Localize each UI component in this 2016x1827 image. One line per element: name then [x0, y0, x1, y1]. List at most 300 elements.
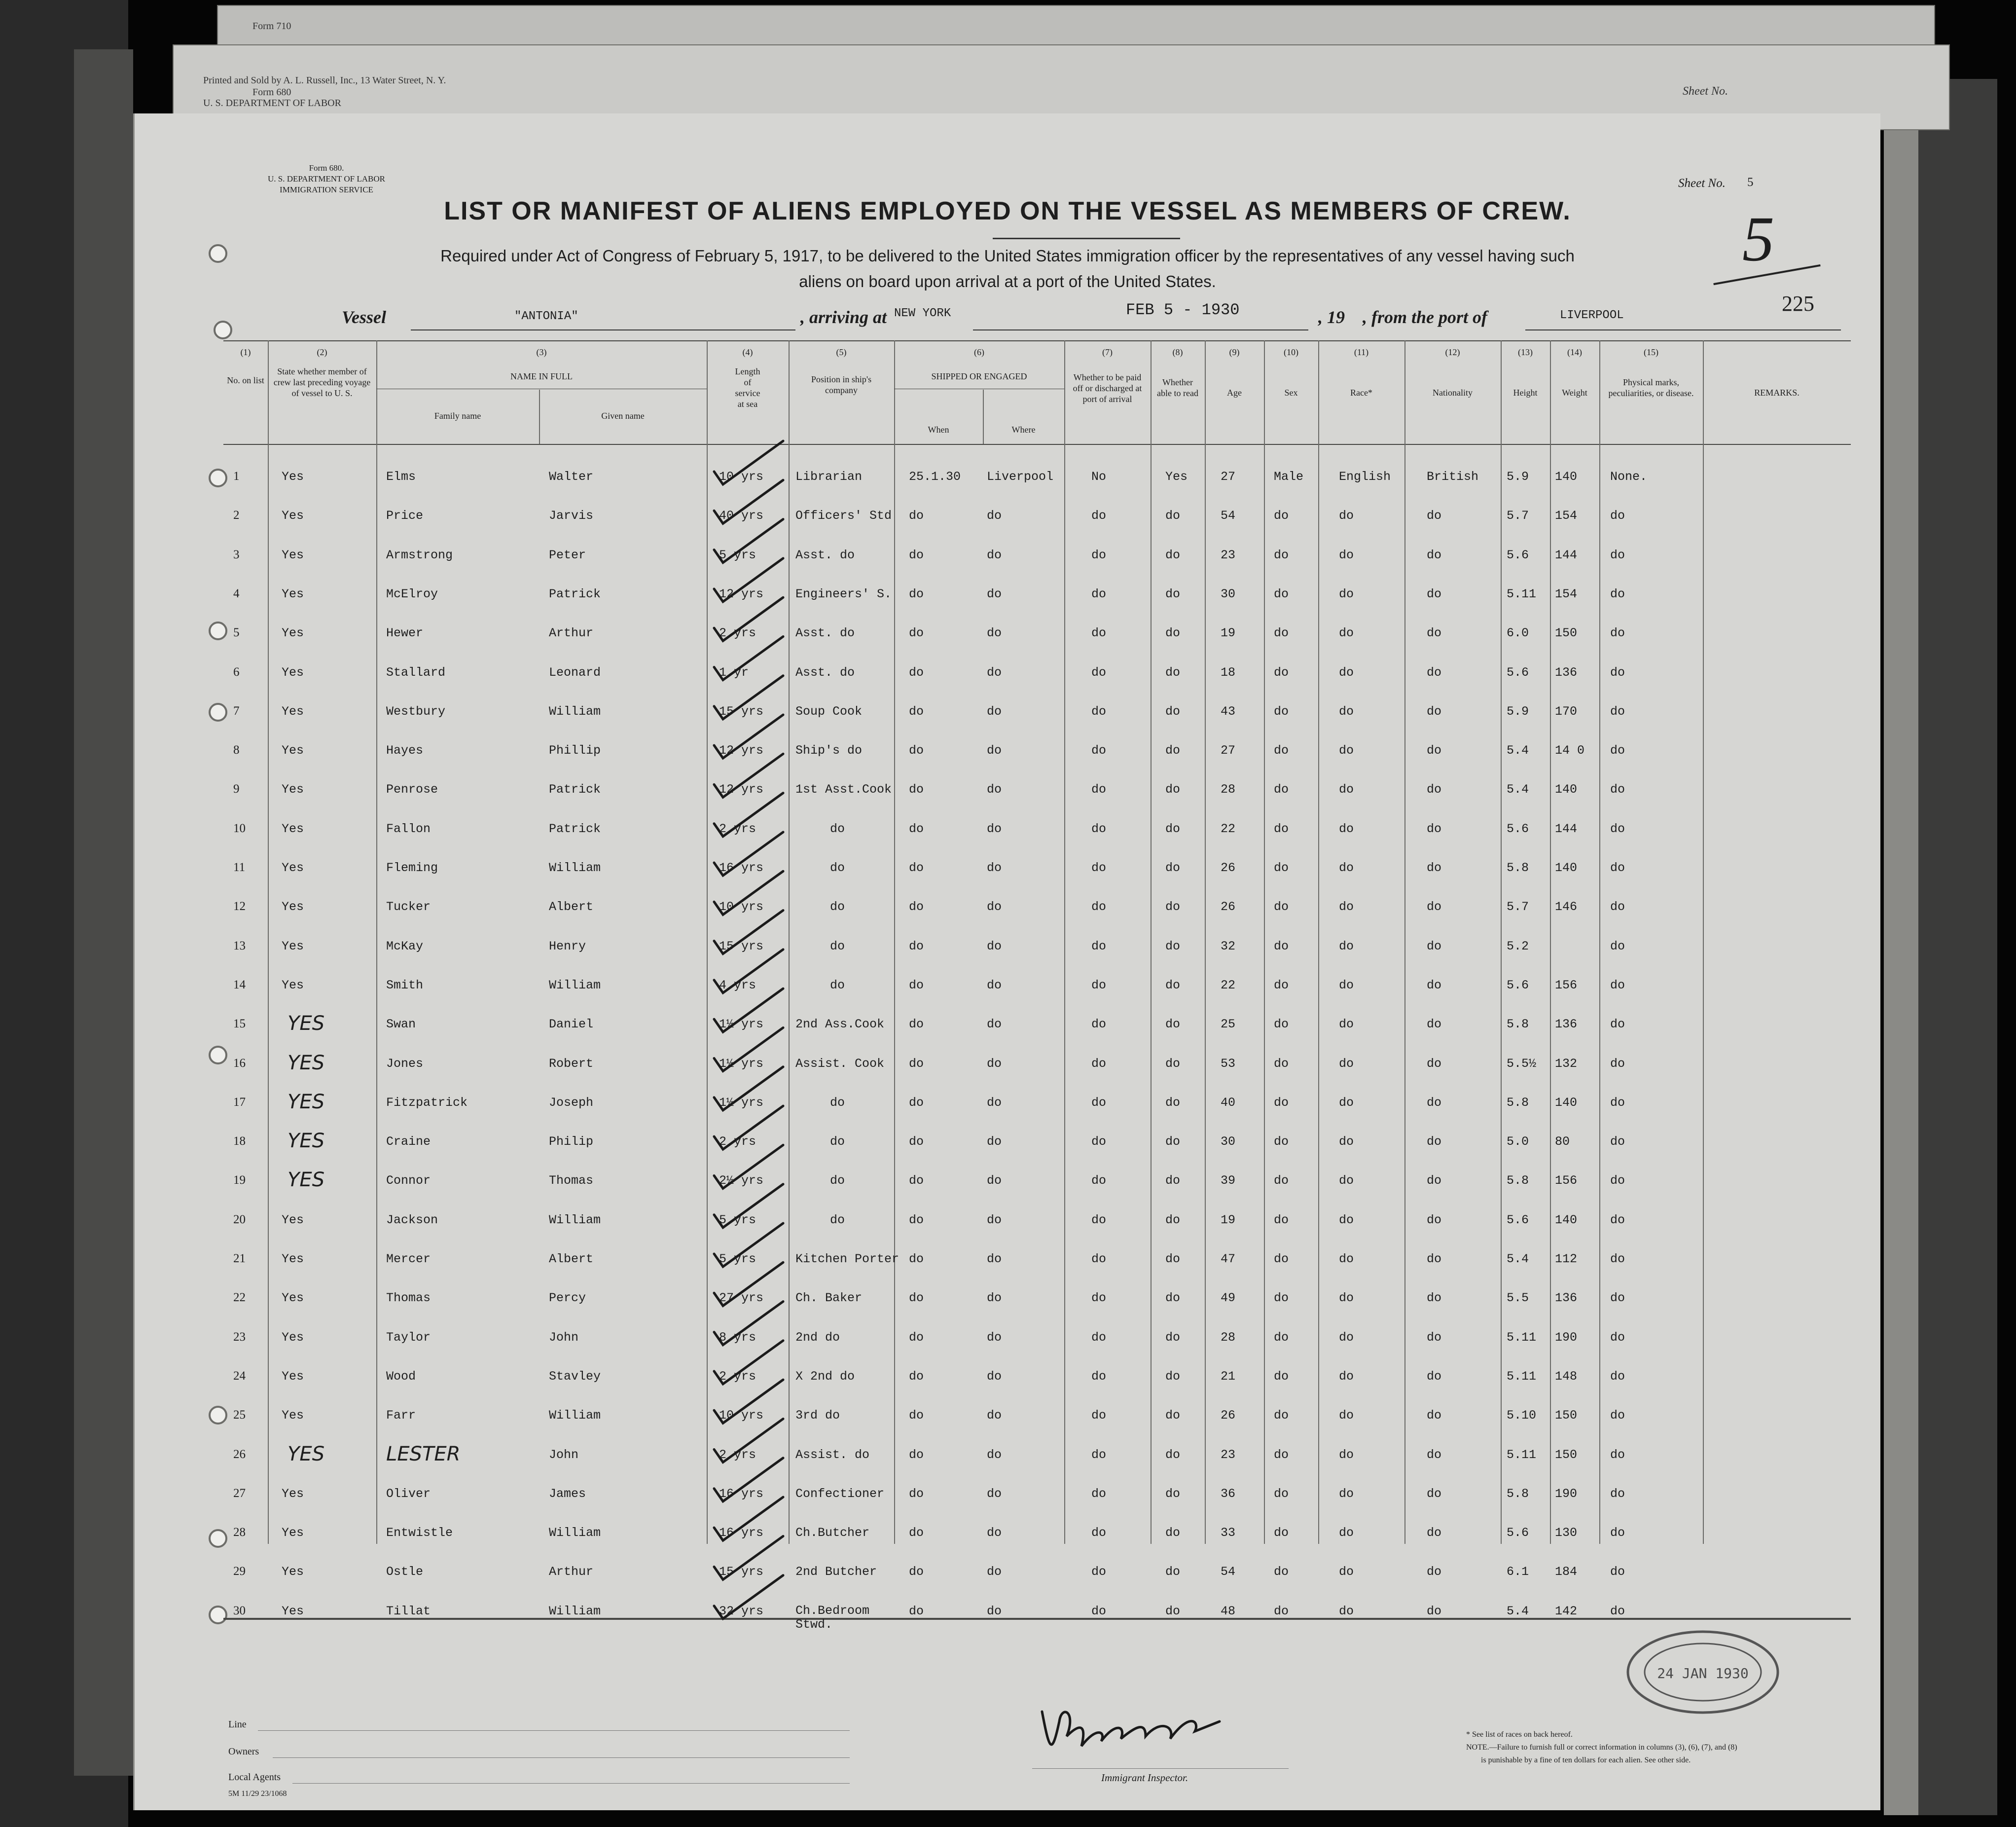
inspector-rule — [1032, 1768, 1289, 1769]
cell-age: 26 — [1221, 900, 1236, 914]
cell-sex: do — [1274, 1526, 1289, 1540]
cell-prev: Yes — [282, 1408, 304, 1423]
row-number: 2 — [233, 509, 240, 522]
cell-height: 5.6 — [1507, 1526, 1529, 1540]
cell-family: Fitzpatrick — [386, 1095, 468, 1110]
cell-given: Joseph — [549, 1095, 594, 1110]
cell-age: 39 — [1221, 1173, 1236, 1188]
cell-paid: do — [1091, 939, 1107, 953]
cell-race: do — [1339, 861, 1354, 875]
cell-phys: do — [1610, 1095, 1625, 1110]
cell-height: 5.6 — [1507, 1212, 1529, 1227]
cell-where: do — [987, 1291, 1002, 1306]
cell-age: 54 — [1221, 1565, 1236, 1579]
cell-prev: YES — [288, 1169, 325, 1192]
cell-height: 6.0 — [1507, 626, 1529, 641]
cell-nat: do — [1427, 1604, 1442, 1618]
tick-mark — [714, 911, 783, 954]
cell-read: do — [1165, 1212, 1181, 1227]
tick-mark — [714, 1497, 783, 1540]
tick-mark — [714, 1536, 783, 1579]
cell-position: Ship's do — [795, 743, 863, 758]
cell-sex: do — [1274, 978, 1289, 992]
cell-where: do — [987, 1447, 1002, 1462]
cell-race: do — [1339, 1486, 1354, 1501]
cell-age: 49 — [1221, 1291, 1236, 1306]
cell-prev: Yes — [282, 1565, 304, 1579]
cell-height: 5.4 — [1507, 1604, 1529, 1618]
cell-sex: do — [1274, 1604, 1289, 1618]
cell-weight: 154 — [1555, 509, 1578, 523]
cell-read: do — [1165, 743, 1181, 758]
cell-age: 30 — [1221, 586, 1236, 601]
cell-service: 12 yrs — [719, 586, 764, 601]
cell-service: 5 yrs — [719, 548, 756, 562]
cell-paid: do — [1091, 782, 1107, 797]
cell-weight: 112 — [1555, 1252, 1578, 1266]
cell-prev: Yes — [282, 665, 304, 680]
cell-weight: 136 — [1555, 1017, 1578, 1032]
cell-paid: do — [1091, 548, 1107, 562]
cell-weight: 146 — [1555, 900, 1578, 914]
cell-where: do — [987, 782, 1002, 797]
cell-when: do — [909, 939, 924, 953]
cell-when: do — [909, 821, 924, 836]
cell-sex: do — [1274, 939, 1289, 953]
cell-family: Connor — [386, 1173, 431, 1188]
cell-nat: do — [1427, 1486, 1442, 1501]
colnum-12: (12) — [1445, 347, 1460, 357]
head-remarks: REMARKS. — [1754, 388, 1800, 398]
cell-where: do — [987, 939, 1002, 953]
tick-mark — [714, 1419, 783, 1462]
head-prev-voyage: State whether member of crew last preceding voyage of vessel to U. S. — [273, 366, 371, 398]
colnum-8: (8) — [1172, 347, 1183, 357]
cell-service: 16 yrs — [719, 861, 764, 875]
tick-mark — [714, 754, 783, 797]
cell-prev: Yes — [282, 1604, 304, 1618]
footer-line-rule — [258, 1730, 850, 1731]
cell-when: do — [909, 1252, 924, 1266]
cell-nat: do — [1427, 1017, 1442, 1032]
cell-position: do — [830, 821, 845, 836]
cell-read: do — [1165, 1330, 1181, 1345]
cell-nat: do — [1427, 665, 1442, 680]
row-number: 10 — [233, 821, 246, 835]
head-given-name: Given name — [601, 411, 645, 421]
sheet-number: 5 — [1747, 176, 1754, 189]
cell-where: do — [987, 1486, 1002, 1501]
cell-prev: Yes — [282, 978, 304, 992]
cell-height: 5.11 — [1507, 1447, 1537, 1462]
cell-prev: YES — [288, 1051, 325, 1074]
head-physical-marks: Physical marks, peculiarities, or disease. — [1608, 377, 1694, 398]
cell-family: Wood — [386, 1369, 416, 1384]
cell-prev: YES — [288, 1130, 325, 1153]
cell-when: do — [909, 743, 924, 758]
cell-given: Patrick — [549, 782, 601, 797]
tick-mark — [714, 1028, 783, 1071]
cell-read: do — [1165, 509, 1181, 523]
cell-where: do — [987, 1408, 1002, 1423]
cell-nat: do — [1427, 1408, 1442, 1423]
cell-paid: do — [1091, 821, 1107, 836]
cell-nat: do — [1427, 704, 1442, 719]
cell-prev: Yes — [282, 509, 304, 523]
cell-prev: Yes — [282, 782, 304, 797]
cell-height: 5.6 — [1507, 978, 1529, 992]
row-number: 7 — [233, 704, 240, 718]
tick-mark — [714, 597, 783, 641]
year-label: , 19 — [1318, 307, 1345, 327]
cell-nat: do — [1427, 1526, 1442, 1540]
cell-read: do — [1165, 1252, 1181, 1266]
cell-age: 25 — [1221, 1017, 1236, 1032]
cell-where: do — [987, 1173, 1002, 1188]
cell-prev: Yes — [282, 900, 304, 914]
cell-when: do — [909, 1056, 924, 1071]
cell-phys: do — [1610, 1134, 1625, 1149]
cell-where: do — [987, 978, 1002, 992]
cell-nat: do — [1427, 548, 1442, 562]
cell-age: 22 — [1221, 978, 1236, 992]
cell-when: do — [909, 626, 924, 641]
cell-read: do — [1165, 1095, 1181, 1110]
cell-when: do — [909, 1447, 924, 1462]
back-form-710: Form 710 — [252, 21, 291, 32]
cell-weight: 14 0 — [1555, 743, 1585, 758]
cell-age: 23 — [1221, 548, 1236, 562]
cell-race: do — [1339, 626, 1354, 641]
tick-mark — [714, 480, 783, 523]
cell-read: do — [1165, 1526, 1181, 1540]
cell-weight: 144 — [1555, 548, 1578, 562]
cell-when: do — [909, 1173, 924, 1188]
cell-paid: do — [1091, 1291, 1107, 1306]
cell-position: Assist. do — [795, 1447, 870, 1462]
cell-paid: do — [1091, 1134, 1107, 1149]
cell-when: do — [909, 1565, 924, 1579]
cell-service: 2 yrs — [719, 1447, 756, 1462]
colnum-15: (15) — [1644, 347, 1658, 357]
cell-height: 5.6 — [1507, 548, 1529, 562]
cell-nat: do — [1427, 1173, 1442, 1188]
vessel-fill-rule — [411, 329, 795, 330]
cell-weight: 140 — [1555, 782, 1578, 797]
cell-when: do — [909, 665, 924, 680]
cell-position: 2nd do — [795, 1330, 840, 1345]
form-number: Form 680. — [309, 163, 344, 173]
cell-when: do — [909, 548, 924, 562]
cell-read: do — [1165, 548, 1181, 562]
colnum-13: (13) — [1518, 347, 1533, 357]
cell-service: 16 yrs — [719, 1526, 764, 1540]
cell-age: 48 — [1221, 1604, 1236, 1618]
tick-mark — [714, 1184, 783, 1228]
cell-read: do — [1165, 861, 1181, 875]
cell-position: Librarian — [795, 470, 863, 484]
cell-weight: 150 — [1555, 1447, 1578, 1462]
mercantile-marine-stamp — [1624, 1628, 1782, 1717]
cell-nat: do — [1427, 1134, 1442, 1149]
cell-weight: 156 — [1555, 1173, 1578, 1188]
row-number: 15 — [233, 1017, 246, 1031]
tick-mark — [714, 1575, 783, 1619]
cell-age: 28 — [1221, 1330, 1236, 1345]
head-weight: Weight — [1562, 388, 1587, 398]
cell-given: Albert — [549, 900, 594, 914]
cell-race: do — [1339, 1408, 1354, 1423]
cell-phys: do — [1610, 1486, 1625, 1501]
cell-position: do — [830, 1134, 845, 1149]
colnum-4: (4) — [742, 347, 753, 357]
cell-race: do — [1339, 1291, 1354, 1306]
row-number: 21 — [233, 1252, 246, 1265]
footer-line-label: Line — [228, 1719, 247, 1730]
cell-paid: do — [1091, 1330, 1107, 1345]
cell-family: McElroy — [386, 586, 438, 601]
cell-when: do — [909, 1212, 924, 1227]
cell-position: Officers' Std — [795, 509, 892, 523]
cell-service: 16 yrs — [719, 1486, 764, 1501]
cell-prev: Yes — [282, 548, 304, 562]
cell-paid: do — [1091, 1447, 1107, 1462]
cell-family: LESTER — [386, 1442, 461, 1465]
cell-nat: do — [1427, 626, 1442, 641]
cell-when: do — [909, 1604, 924, 1618]
cell-given: Stavley — [549, 1369, 601, 1384]
cell-when: do — [909, 1017, 924, 1032]
cell-race: do — [1339, 548, 1354, 562]
cell-given: William — [549, 1408, 601, 1423]
title-rule — [993, 238, 1180, 239]
cell-prev: Yes — [282, 821, 304, 836]
row-number: 25 — [233, 1408, 246, 1422]
cell-when: do — [909, 704, 924, 719]
head-when: When — [928, 425, 949, 435]
cell-height: 5.0 — [1507, 1134, 1529, 1149]
from-port-fill-rule — [1525, 329, 1841, 330]
tick-mark — [714, 441, 783, 484]
cell-when: do — [909, 586, 924, 601]
cell-paid: do — [1091, 1408, 1107, 1423]
cell-phys: do — [1610, 1056, 1625, 1071]
row-number: 27 — [233, 1486, 246, 1500]
cell-when: do — [909, 1095, 924, 1110]
tick-mark — [714, 676, 783, 719]
cell-service: 5 yrs — [719, 1212, 756, 1227]
cell-race: do — [1339, 1095, 1354, 1110]
cell-given: Henry — [549, 939, 586, 953]
cell-height: 5.5 — [1507, 1291, 1529, 1306]
cell-height: 5.5½ — [1507, 1056, 1537, 1071]
cell-family: Armstrong — [386, 548, 453, 562]
races-note: * See list of races on back hereof. — [1466, 1730, 1573, 1739]
vessel-name: "ANTONIA" — [514, 310, 578, 323]
cell-read: do — [1165, 1134, 1181, 1149]
cell-given: William — [549, 1526, 601, 1540]
cell-family: Jackson — [386, 1212, 438, 1227]
tick-mark — [714, 1145, 783, 1188]
row-number: 29 — [233, 1565, 246, 1578]
cell-when: do — [909, 1134, 924, 1149]
cell-weight: 140 — [1555, 470, 1578, 484]
cell-position: X 2nd do — [795, 1369, 855, 1384]
cell-prev: Yes — [282, 626, 304, 641]
cell-service: 32 yrs — [719, 1604, 764, 1618]
cell-phys: do — [1610, 1447, 1625, 1462]
cell-position: 1st Asst.Cook — [795, 782, 892, 797]
cell-nat: do — [1427, 1369, 1442, 1384]
tick-mark — [714, 988, 783, 1032]
cell-sex: do — [1274, 782, 1289, 797]
cell-read: do — [1165, 1447, 1181, 1462]
cell-weight: 142 — [1555, 1604, 1578, 1618]
cell-position: Soup Cook — [795, 704, 863, 719]
cell-position: Assist. Cook — [795, 1056, 885, 1071]
cell-race: do — [1339, 782, 1354, 797]
cell-race: do — [1339, 1330, 1354, 1345]
cell-read: do — [1165, 1486, 1181, 1501]
cell-phys: do — [1610, 1369, 1625, 1384]
cell-prev: Yes — [282, 1369, 304, 1384]
cell-phys: do — [1610, 1212, 1625, 1227]
cell-paid: do — [1091, 900, 1107, 914]
cell-paid: do — [1091, 1252, 1107, 1266]
cell-race: do — [1339, 704, 1354, 719]
cell-nat: do — [1427, 939, 1442, 953]
cell-phys: do — [1610, 782, 1625, 797]
row-number: 30 — [233, 1604, 246, 1617]
cell-where: do — [987, 900, 1002, 914]
cell-given: James — [549, 1486, 586, 1501]
cell-position: Ch.Butcher — [795, 1526, 870, 1540]
footer-owners-label: Owners — [228, 1746, 259, 1757]
cell-phys: do — [1610, 821, 1625, 836]
head-name-in-full: NAME IN FULL — [510, 371, 573, 381]
cell-given: William — [549, 861, 601, 875]
cell-age: 53 — [1221, 1056, 1236, 1071]
cell-nat: do — [1427, 1565, 1442, 1579]
cell-nat: do — [1427, 1252, 1442, 1266]
footer-agents-rule — [292, 1783, 850, 1784]
cell-read: do — [1165, 900, 1181, 914]
inspector-signature — [1032, 1692, 1249, 1766]
cell-family: Craine — [386, 1134, 431, 1149]
cell-height: 5.8 — [1507, 1017, 1529, 1032]
cell-paid: do — [1091, 626, 1107, 641]
tick-mark — [714, 1380, 783, 1423]
cell-sex: do — [1274, 509, 1289, 523]
row-number: 16 — [233, 1056, 246, 1070]
cell-when: 25.1.30 — [909, 470, 961, 484]
cell-given: Peter — [549, 548, 586, 562]
right-page-shadow — [1913, 79, 1997, 1815]
cell-paid: do — [1091, 1486, 1107, 1501]
colnum-11: (11) — [1354, 347, 1369, 357]
cell-weight: 150 — [1555, 626, 1578, 641]
cell-where: do — [987, 743, 1002, 758]
cell-position: do — [830, 900, 845, 914]
cell-where: do — [987, 1252, 1002, 1266]
cell-weight: 184 — [1555, 1565, 1578, 1579]
row-number: 12 — [233, 900, 246, 914]
cell-weight: 154 — [1555, 586, 1578, 601]
cell-given: Phillip — [549, 743, 601, 758]
cell-height: 5.9 — [1507, 470, 1529, 484]
subtitle-line-2: aliens on board upon arrival at a port of the United States. — [799, 272, 1216, 291]
tick-mark — [714, 1262, 783, 1306]
vessel-label: Vessel — [342, 307, 386, 327]
head-height: Height — [1513, 388, 1538, 398]
cell-family: Jones — [386, 1056, 424, 1071]
cell-where: do — [987, 1212, 1002, 1227]
tick-mark — [714, 715, 783, 758]
head-length-service: Length of service at sea — [735, 366, 760, 409]
cell-race: do — [1339, 1369, 1354, 1384]
cell-sex: do — [1274, 861, 1289, 875]
tick-mark — [714, 1341, 783, 1384]
cell-read: do — [1165, 1291, 1181, 1306]
row-number: 22 — [233, 1291, 246, 1305]
arriving-port: NEW YORK — [894, 307, 951, 320]
row-number: 6 — [233, 665, 240, 679]
cell-where: do — [987, 1565, 1002, 1579]
cell-sex: do — [1274, 743, 1289, 758]
cell-phys: do — [1610, 939, 1625, 953]
cell-family: Fallon — [386, 821, 431, 836]
cell-sex: do — [1274, 704, 1289, 719]
cell-race: do — [1339, 939, 1354, 953]
row-number: 1 — [233, 470, 240, 483]
cell-read: do — [1165, 665, 1181, 680]
form-service: IMMIGRATION SERVICE — [280, 185, 373, 194]
cell-family: Westbury — [386, 704, 446, 719]
cell-service: 1½ yrs — [719, 1095, 764, 1110]
cell-height: 5.9 — [1507, 704, 1529, 719]
cell-given: Philip — [549, 1134, 594, 1149]
colnum-6: (6) — [974, 347, 984, 357]
cell-age: 43 — [1221, 704, 1236, 719]
cell-weight: 190 — [1555, 1486, 1578, 1501]
cell-family: Oliver — [386, 1486, 431, 1501]
cell-where: do — [987, 1134, 1002, 1149]
row-number: 19 — [233, 1173, 246, 1187]
cell-race: do — [1339, 1447, 1354, 1462]
tick-mark — [714, 832, 783, 876]
cell-position: 2nd Butcher — [795, 1565, 877, 1579]
cell-height: 5.7 — [1507, 900, 1529, 914]
cell-phys: do — [1610, 1526, 1625, 1540]
cell-service: 2 yrs — [719, 626, 756, 641]
cell-sex: do — [1274, 1565, 1289, 1579]
cell-weight: 132 — [1555, 1056, 1578, 1071]
cell-family: Farr — [386, 1408, 416, 1423]
cell-family: Hayes — [386, 743, 424, 758]
cell-service: 15 yrs — [719, 939, 764, 953]
cell-phys: do — [1610, 509, 1625, 523]
cell-phys: do — [1610, 1408, 1625, 1423]
binder-edge-inner — [74, 49, 133, 1776]
cell-height: 5.10 — [1507, 1408, 1537, 1423]
form-identifier — [268, 163, 385, 195]
back-printed-by: Printed and Sold by A. L. Russell, Inc., 13 Water Street, N. Y. — [203, 75, 446, 86]
cell-family: Elms — [386, 470, 416, 484]
cell-paid: do — [1091, 509, 1107, 523]
colnum-2: (2) — [317, 347, 327, 357]
arriving-label: , arriving at — [800, 307, 887, 327]
cell-paid: do — [1091, 704, 1107, 719]
